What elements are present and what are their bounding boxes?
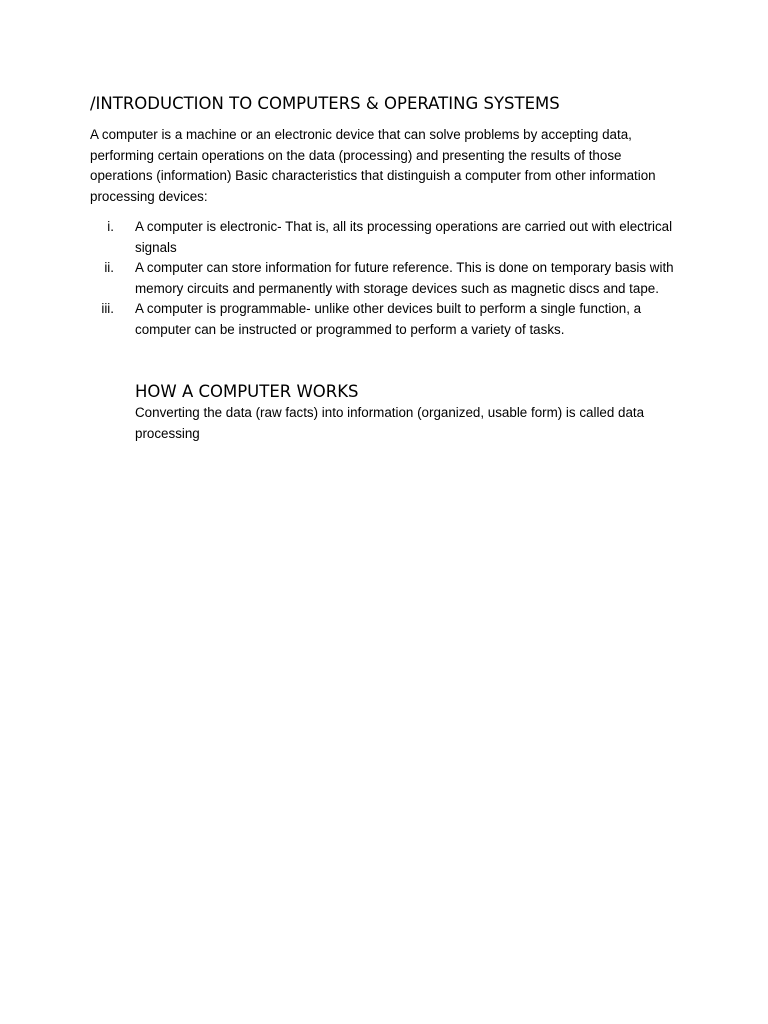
- document-title: /INTRODUCTION TO COMPUTERS & OPERATING SYSTEMS: [90, 94, 560, 113]
- list-marker: i.: [107, 219, 114, 234]
- list-item-text: A computer is programmable- unlike other devices built to perform a single function, a computer can be instructed or programmed to perform a variety of tasks.: [135, 301, 642, 337]
- characteristics-list: [90, 217, 690, 340]
- list-item-text: A computer can store information for future reference. This is done on temporary basis with memory circuits and permanently with storage devices such as magnetic discs and tape.: [135, 260, 674, 296]
- intro-paragraph: A computer is a machine or an electronic device that can solve problems by accepting data, performing certain operations on the data (processing) and presenting the results of those operations (information) Basic characteristics that distinguish a computer from other information processing devices:: [90, 127, 656, 204]
- section-paragraph: Converting the data (raw facts) into information (organized, usable form) is called data processing: [135, 405, 645, 441]
- list-item: [90, 299, 690, 340]
- list-item: [90, 258, 690, 299]
- list-item-text: A computer is electronic- That is, all its processing operations are carried out with electrical signals: [135, 219, 673, 255]
- section-heading: HOW A COMPUTER WORKS: [135, 382, 359, 401]
- list-marker: iii.: [101, 301, 114, 316]
- list-item: [90, 217, 690, 258]
- list-marker: ii.: [104, 260, 114, 275]
